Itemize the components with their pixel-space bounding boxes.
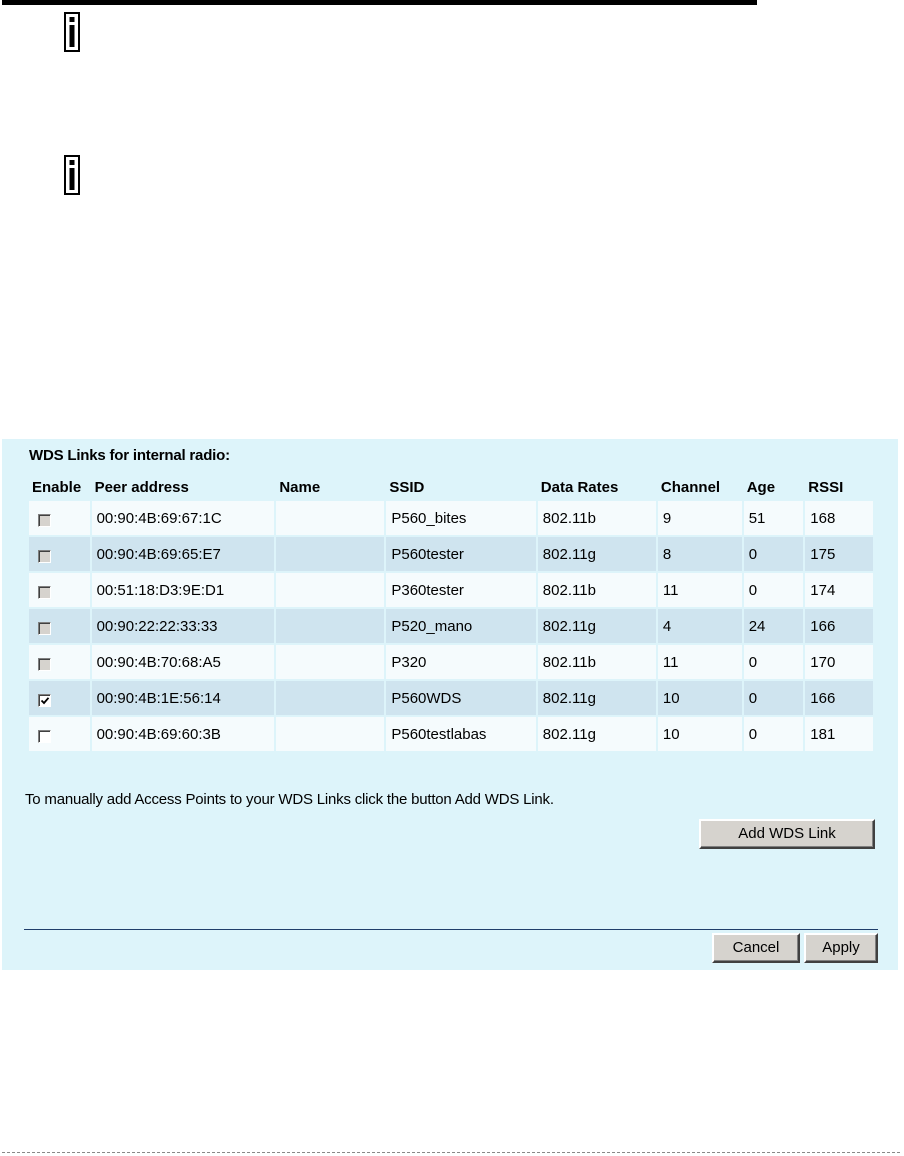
channel-cell: 10 bbox=[658, 681, 742, 715]
column-header-peer-address: Peer address bbox=[92, 475, 275, 499]
enable-checkbox bbox=[38, 658, 51, 671]
column-header-rssi: RSSI bbox=[805, 475, 873, 499]
enable-checkbox bbox=[38, 514, 51, 527]
enable-cell bbox=[29, 573, 90, 607]
info-icon bbox=[64, 155, 80, 195]
ssid-cell: P520_mano bbox=[386, 609, 535, 643]
name-cell bbox=[276, 537, 384, 571]
channel-cell: 8 bbox=[658, 537, 742, 571]
channel-cell: 11 bbox=[658, 645, 742, 679]
enable-cell bbox=[29, 645, 90, 679]
add-wds-link-button[interactable]: Add WDS Link bbox=[699, 819, 875, 849]
age-cell: 0 bbox=[744, 717, 804, 751]
channel-cell: 11 bbox=[658, 573, 742, 607]
peer-address-cell: 00:90:4B:1E:56:14 bbox=[92, 681, 275, 715]
add-wds-instructions: To manually add Access Points to your WDS Links click the button Add WDS Link. bbox=[25, 791, 554, 808]
peer-address-cell: 00:90:4B:69:60:3B bbox=[92, 717, 275, 751]
enable-cell bbox=[29, 609, 90, 643]
panel-title: WDS Links for internal radio: bbox=[29, 447, 230, 464]
rssi-cell: 170 bbox=[805, 645, 873, 679]
top-rule bbox=[2, 0, 757, 5]
enable-checkbox bbox=[38, 622, 51, 635]
ssid-cell: P360tester bbox=[386, 573, 535, 607]
ssid-cell: P560_bites bbox=[386, 501, 535, 535]
data-rates-cell: 802.11g bbox=[538, 681, 656, 715]
enable-cell bbox=[29, 501, 90, 535]
peer-address-cell: 00:90:22:22:33:33 bbox=[92, 609, 275, 643]
enable-checkbox[interactable] bbox=[38, 694, 51, 707]
name-cell bbox=[276, 501, 384, 535]
wds-links-table bbox=[27, 473, 875, 753]
rssi-cell: 175 bbox=[805, 537, 873, 571]
column-header-data-rates: Data Rates bbox=[538, 475, 656, 499]
column-header-enable: Enable bbox=[29, 475, 90, 499]
enable-cell bbox=[29, 717, 90, 751]
peer-address-cell: 00:90:4B:69:65:E7 bbox=[92, 537, 275, 571]
table-header-row bbox=[29, 475, 873, 499]
table-row bbox=[29, 573, 873, 607]
rssi-cell: 181 bbox=[805, 717, 873, 751]
name-cell bbox=[276, 609, 384, 643]
data-rates-cell: 802.11g bbox=[538, 717, 656, 751]
rssi-cell: 174 bbox=[805, 573, 873, 607]
name-cell bbox=[276, 573, 384, 607]
enable-cell bbox=[29, 537, 90, 571]
column-header-channel: Channel bbox=[658, 475, 742, 499]
table-row bbox=[29, 537, 873, 571]
enable-checkbox[interactable] bbox=[38, 730, 51, 743]
enable-checkbox bbox=[38, 550, 51, 563]
data-rates-cell: 802.11b bbox=[538, 573, 656, 607]
ssid-cell: P320 bbox=[386, 645, 535, 679]
table-row bbox=[29, 609, 873, 643]
rssi-cell: 168 bbox=[805, 501, 873, 535]
column-header-name: Name bbox=[276, 475, 384, 499]
ssid-cell: P560WDS bbox=[386, 681, 535, 715]
peer-address-cell: 00:90:4B:69:67:1C bbox=[92, 501, 275, 535]
enable-checkbox bbox=[38, 586, 51, 599]
peer-address-cell: 00:51:18:D3:9E:D1 bbox=[92, 573, 275, 607]
name-cell bbox=[276, 645, 384, 679]
checkmark-icon bbox=[40, 696, 50, 706]
table-row bbox=[29, 645, 873, 679]
age-cell: 0 bbox=[744, 645, 804, 679]
age-cell: 0 bbox=[744, 681, 804, 715]
name-cell bbox=[276, 717, 384, 751]
table-row bbox=[29, 501, 873, 535]
age-cell: 51 bbox=[744, 501, 804, 535]
data-rates-cell: 802.11g bbox=[538, 537, 656, 571]
dashed-rule bbox=[2, 1152, 900, 1153]
ssid-cell: P560tester bbox=[386, 537, 535, 571]
channel-cell: 10 bbox=[658, 717, 742, 751]
data-rates-cell: 802.11g bbox=[538, 609, 656, 643]
data-rates-cell: 802.11b bbox=[538, 501, 656, 535]
age-cell: 0 bbox=[744, 537, 804, 571]
enable-cell bbox=[29, 681, 90, 715]
divider bbox=[24, 929, 878, 930]
rssi-cell: 166 bbox=[805, 609, 873, 643]
apply-button[interactable]: Apply bbox=[804, 933, 878, 963]
table-row bbox=[29, 717, 873, 751]
rssi-cell: 166 bbox=[805, 681, 873, 715]
data-rates-cell: 802.11b bbox=[538, 645, 656, 679]
info-icon bbox=[64, 12, 80, 52]
age-cell: 24 bbox=[744, 609, 804, 643]
column-header-age: Age bbox=[744, 475, 804, 499]
cancel-button[interactable]: Cancel bbox=[712, 933, 800, 963]
age-cell: 0 bbox=[744, 573, 804, 607]
channel-cell: 9 bbox=[658, 501, 742, 535]
ssid-cell: P560testlabas bbox=[386, 717, 535, 751]
wds-links-panel bbox=[2, 439, 898, 970]
column-header-ssid: SSID bbox=[386, 475, 535, 499]
channel-cell: 4 bbox=[658, 609, 742, 643]
name-cell bbox=[276, 681, 384, 715]
peer-address-cell: 00:90:4B:70:68:A5 bbox=[92, 645, 275, 679]
table-row bbox=[29, 681, 873, 715]
